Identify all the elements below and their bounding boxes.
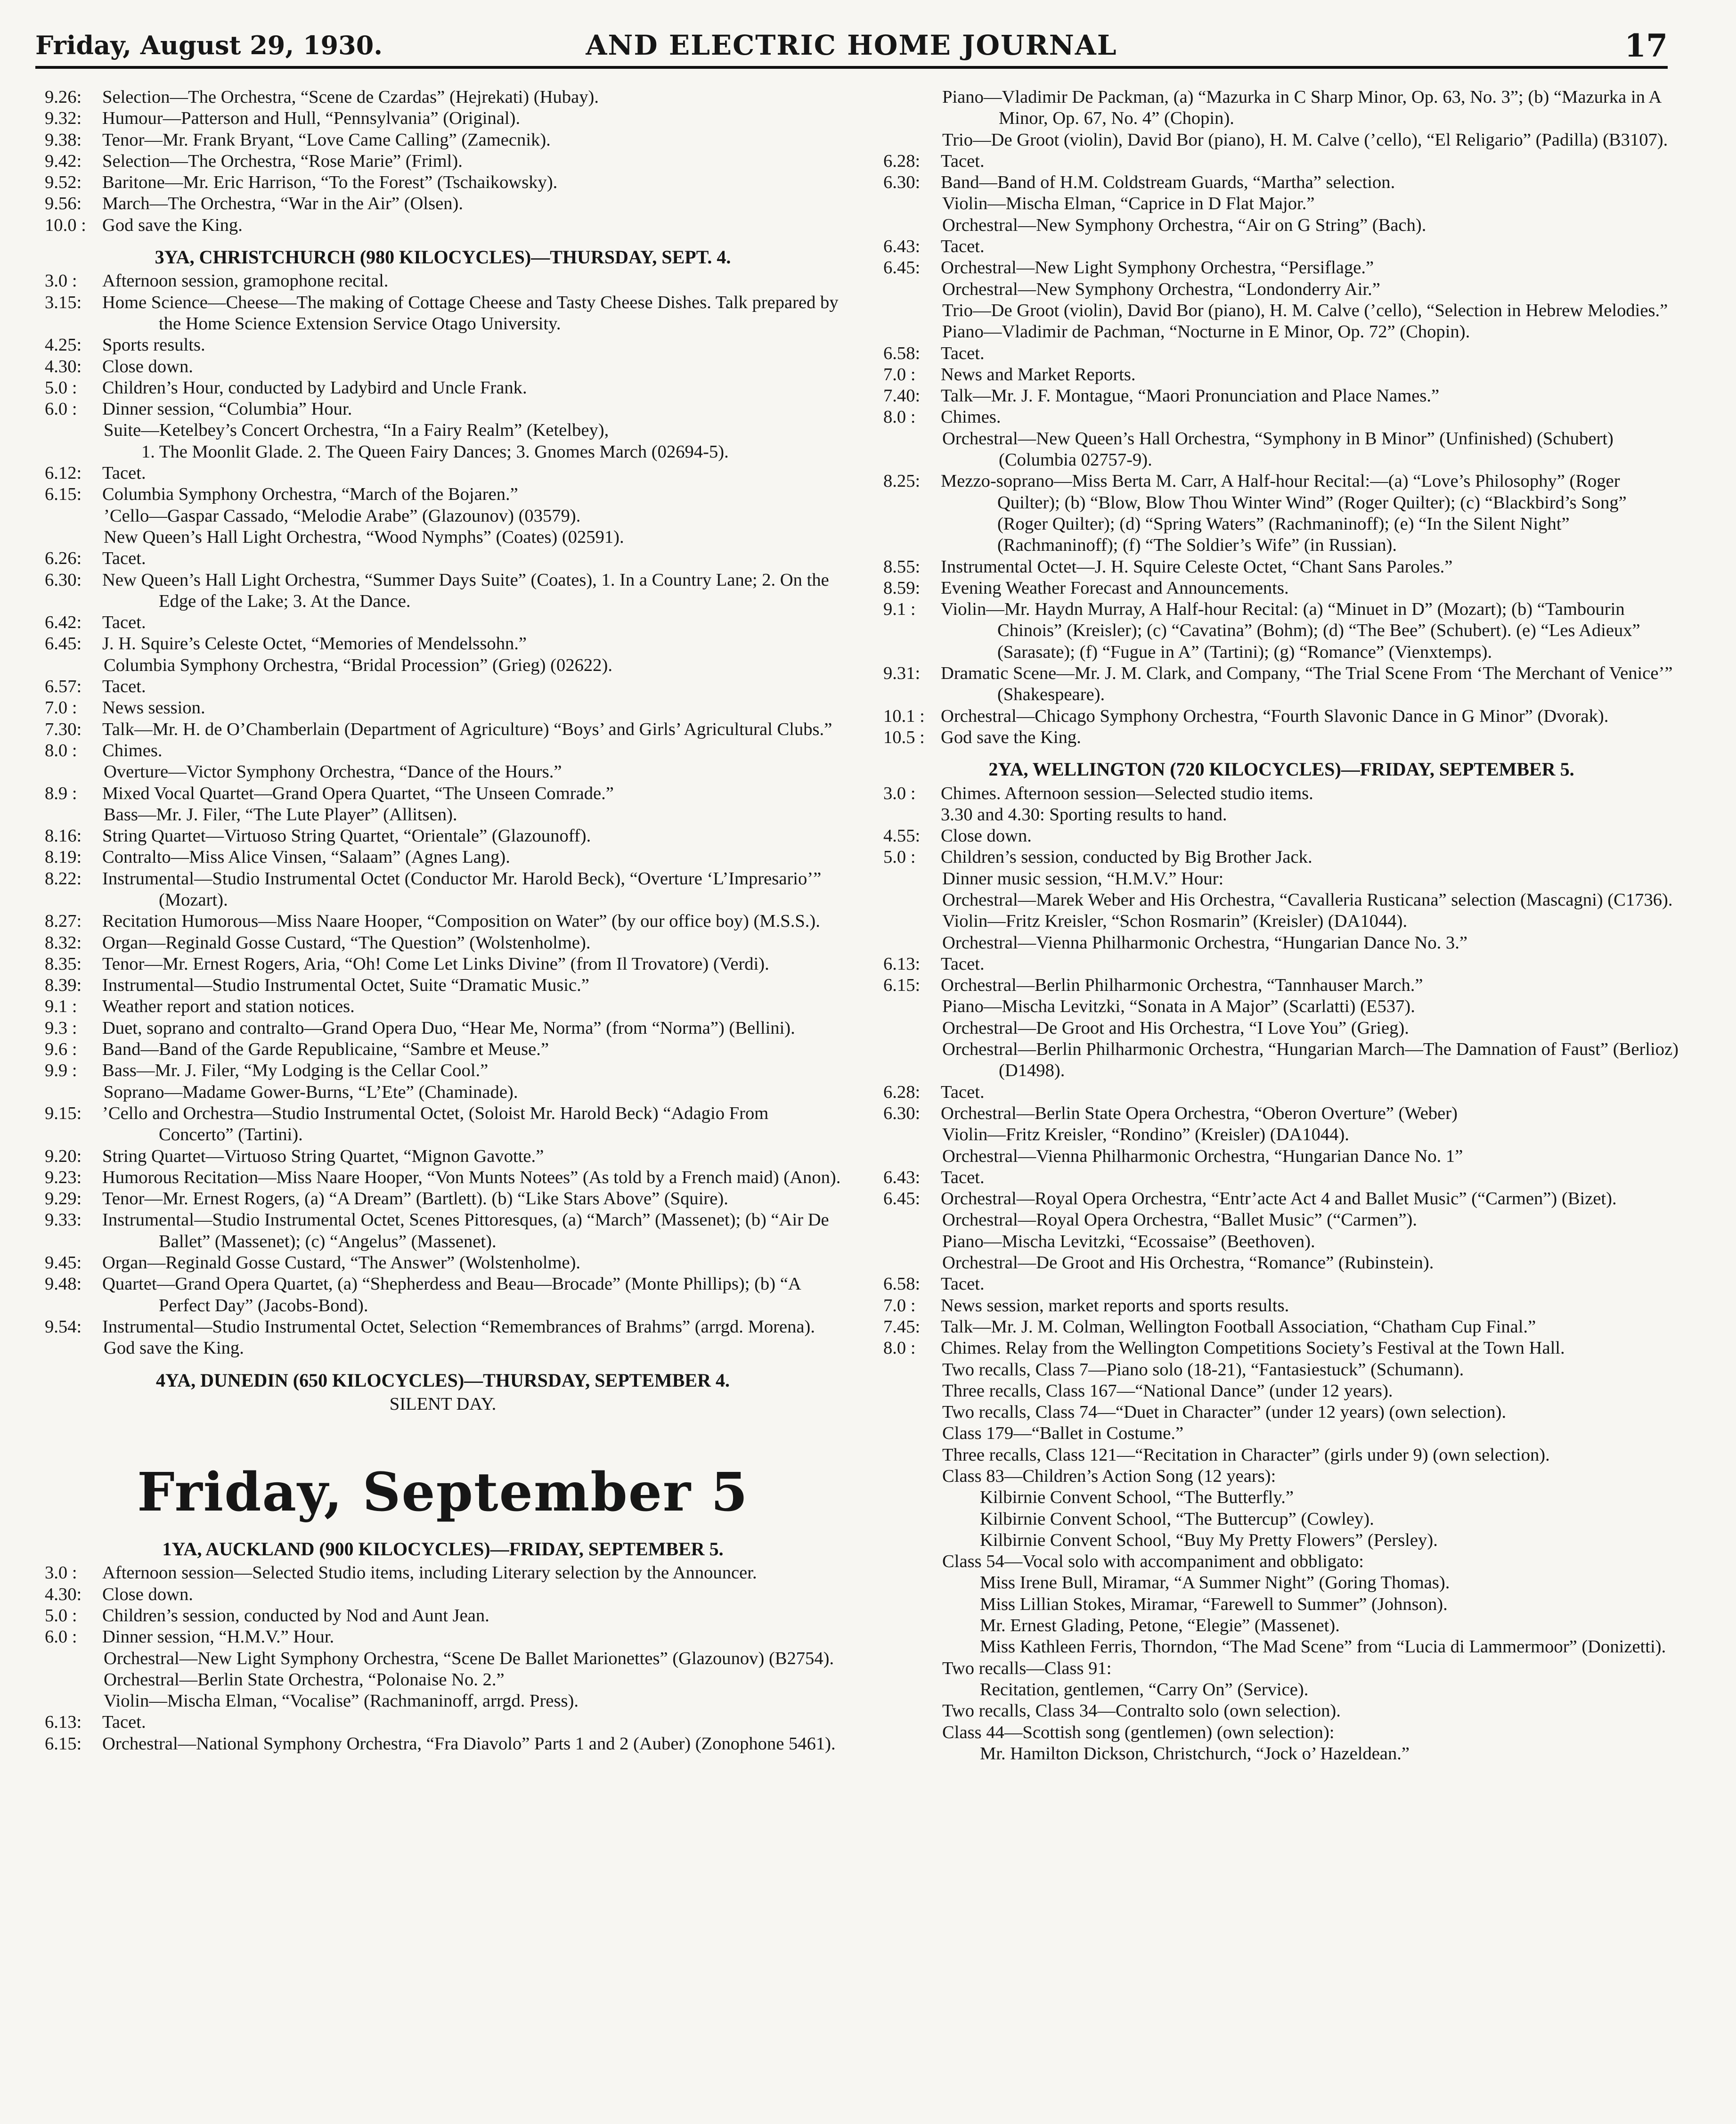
entry-time: 8.0 :: [45, 740, 77, 760]
entry-text: Chimes.: [102, 740, 163, 760]
program-entry: [883, 975, 1679, 996]
entry-time: 7.0 :: [45, 698, 77, 718]
program-entry: [883, 556, 1679, 578]
entry-time: 7.0 :: [883, 1295, 916, 1315]
program-entry: [45, 825, 841, 847]
program-entry: [883, 151, 1679, 172]
entry-text: Instrumental—Studio Instrumental Octet, Selection “Remembrances of Brahms” (arrgd. Morena).: [102, 1316, 815, 1337]
program-entry: [45, 1626, 841, 1648]
entry-time: 7.45:: [883, 1316, 921, 1337]
entry-continuation: Orchestral—Vienna Philharmonic Orchestra, “Hungarian Dance No. 3.”: [942, 932, 1467, 953]
entry-text: News and Market Reports.: [941, 364, 1136, 384]
entry-time: 6.13:: [45, 1712, 82, 1732]
entry-text: Talk—Mr. J. M. Colman, Wellington Football Association, “Chatham Cup Final.”: [941, 1316, 1536, 1337]
entry-continuation: Violin—Fritz Kreisler, “Schon Rosmarin” (Kreisler) (DA1044).: [942, 911, 1408, 931]
entry-time: 8.0 :: [883, 1338, 916, 1358]
program-entry: [883, 783, 1679, 804]
program-entry: [45, 1605, 841, 1626]
entry-time: 8.32:: [45, 932, 82, 953]
entry-text: Tacet.: [941, 1167, 985, 1187]
entry-continuation: Columbia Symphony Orchestra, “Bridal Procession” (Grieg) (02622).: [104, 655, 612, 675]
entry-continuation: Orchestral—Berlin Philharmonic Orchestra, “Hungarian March—The Damnation of Faust” (Berlioz) (D1498).: [942, 1039, 1679, 1081]
entry-time: 6.45:: [45, 634, 82, 654]
program-entry: [883, 236, 1679, 257]
entry-text: Bass—Mr. J. Filer, “My Lodging is the Cellar Cool.”: [102, 1061, 489, 1081]
entry-continuation: Three recalls, Class 167—“National Dance” (under 12 years).: [942, 1381, 1393, 1401]
entry-text: New Queen’s Hall Light Orchestra, “Summer Days Suite” (Coates), 1. In a Country Lane; 2. On the Edge of the Lake; 3. At the Dance.: [102, 570, 829, 611]
entry-time: 6.30:: [883, 1103, 921, 1123]
entry-time: 6.13:: [883, 954, 921, 974]
entry-text: Children’s session, conducted by Nod and Aunt Jean.: [102, 1606, 489, 1626]
silent-day-note: SILENT DAY.: [389, 1394, 497, 1414]
entry-time: 6.42:: [45, 613, 82, 633]
entry-continuation: Dinner music session, “H.M.V.” Hour:: [942, 868, 1224, 889]
entry-time: 6.43:: [883, 237, 921, 257]
entry-text: Tacet.: [102, 548, 146, 569]
entry-time: 3.15:: [45, 292, 82, 312]
entry-text: Instrumental Octet—J. H. Squire Celeste Octet, “Chant Sans Paroles.”: [941, 556, 1453, 577]
entry-text: Close down.: [102, 1584, 193, 1604]
entry-text: Tacet.: [941, 343, 985, 363]
station-heading-2ya: 2YA, WELLINGTON (720 KILOCYCLES)—FRIDAY, SEPTEMBER 5.: [988, 759, 1574, 780]
entry-text: Afternoon session—Selected Studio items, including Literary selection by the Announcer.: [102, 1563, 757, 1583]
entry-time: 4.25:: [45, 335, 82, 355]
entry-text: Contralto—Miss Alice Vinsen, “Salaam” (Agnes Lang).: [102, 847, 510, 867]
program-entry: [45, 1584, 841, 1605]
entry-text: Sports results.: [102, 335, 205, 355]
entry-continuation: Piano—Vladimir De Packman, (a) “Mazurka in C Sharp Minor, Op. 63, No. 3”; (b) “Mazurka in A Minor, Op. 67, No. 4” (Chopin).: [942, 87, 1661, 129]
program-entry: [45, 1562, 841, 1584]
program-entry: [883, 1316, 1679, 1338]
entry-time: 9.38:: [45, 130, 82, 150]
program-entry: [45, 1274, 841, 1316]
entry-time: 6.45:: [883, 1189, 921, 1209]
entry-text: Tenor—Mr. Frank Bryant, “Love Came Calling” (Zamecnik).: [102, 130, 551, 150]
entry-continuation: God save the King.: [104, 1338, 244, 1358]
entry-time: 10.5 :: [883, 727, 925, 747]
entry-time: 6.12:: [45, 463, 82, 483]
entry-continuation: Violin—Mischa Elman, “Vocalise” (Rachmaninoff, arrgd. Press).: [104, 1691, 579, 1711]
program-entry: [45, 172, 841, 193]
program-entry: [883, 343, 1679, 364]
program-entry: [883, 407, 1679, 428]
program-entry: [45, 292, 841, 335]
entry-time: 5.0 :: [45, 377, 77, 398]
entry-text: Talk—Mr. J. F. Montague, “Maori Pronunciation and Place Names.”: [941, 386, 1440, 406]
entry-text: News session, market reports and sports results.: [941, 1295, 1289, 1315]
station-heading-1ya: 1YA, AUCKLAND (900 KILOCYCLES)—FRIDAY, SEPTEMBER 5.: [162, 1538, 724, 1560]
program-entry: [45, 1188, 841, 1209]
entry-continuation: Two recalls, Class 34—Contralto solo (own selection).: [942, 1701, 1341, 1721]
program-entry: [45, 1209, 841, 1252]
program-entry: [45, 356, 841, 377]
entry-continuation: Orchestral—Berlin State Orchestra, “Polonaise No. 2.”: [104, 1669, 505, 1690]
entry-text: Tenor—Mr. Ernest Rogers, Aria, “Oh! Come Let Links Divine” (from Il Trovatore) (Verdi).: [102, 954, 769, 974]
program-entry: [45, 954, 841, 975]
entry-text: Humour—Patterson and Hull, “Pennsylvania” (Original).: [102, 108, 521, 129]
entry-continuation: Class 83—Children’s Action Song (12 years):: [942, 1466, 1276, 1486]
program-entry: [45, 868, 841, 911]
entry-continuation: Orchestral—De Groot and His Orchestra, “I Love You” (Grieg).: [942, 1018, 1409, 1038]
program-entry: [883, 954, 1679, 975]
program-entry: [45, 570, 841, 613]
program-entry: [45, 1252, 841, 1274]
entry-text: Duet, soprano and contralto—Grand Opera Duo, “Hear Me, Norma” (from “Norma”) (Bellini).: [102, 1018, 795, 1038]
entry-text: Mezzo-soprano—Miss Berta M. Carr, A Half-hour Recital:—(a) “Love’s Philosophy” (Roger Quilter); (b) “Blow, Blow Thou Winter Wind” (Roger Quilter); (c) “Blackbird’s Song” (Roger Quilter); (d) “Spring Waters” (Rachmaninoff); (e) “In the Silent Night” (Rachmaninoff); (f) “The Soldier’s Wife” (in Russian).: [941, 471, 1627, 556]
entry-time: 6.57:: [45, 677, 82, 697]
entry-text: Close down.: [941, 826, 1032, 846]
entry-time: 9.9 :: [45, 1061, 77, 1081]
entry-text: Tacet.: [941, 151, 985, 171]
entry-time: 5.0 :: [45, 1606, 77, 1626]
entry-text: Close down.: [102, 356, 193, 376]
entry-continuation: New Queen’s Hall Light Orchestra, “Wood Nymphs” (Coates) (02591).: [104, 527, 624, 547]
program-entry: [883, 1338, 1679, 1359]
program-entry: [883, 471, 1679, 556]
entry-time: 6.43:: [883, 1167, 921, 1187]
entry-time: 9.15:: [45, 1103, 82, 1123]
program-entry: [883, 1167, 1679, 1188]
entry-continuation: Piano—Mischa Levitzki, “Ecossaise” (Beethoven).: [942, 1231, 1315, 1251]
entry-text: Instrumental—Studio Instrumental Octet (Conductor Mr. Harold Beck), “Overture ‘L’Impresario’” (Mozart).: [102, 868, 822, 910]
program-entry: [45, 996, 841, 1017]
program-entry: [45, 1060, 841, 1081]
entry-text: Tacet.: [941, 237, 985, 257]
program-entry: [45, 335, 841, 356]
entry-text: News session.: [102, 698, 205, 718]
program-entry: [45, 193, 841, 214]
program-entry: [883, 847, 1679, 868]
entry-text: ’Cello and Orchestra—Studio Instrumental Octet, (Soloist Mr. Harold Beck) “Adagio From Concerto” (Tartini).: [102, 1103, 769, 1145]
entry-time: 8.35:: [45, 954, 82, 974]
program-entry: [883, 1274, 1679, 1295]
program-entry: [883, 599, 1679, 663]
entry-text: Dramatic Scene—Mr. J. M. Clark, and Company, “The Trial Scene From ‘The Merchant of Venice’” (Shakespeare).: [941, 663, 1673, 705]
entry-time: 9.52:: [45, 172, 82, 193]
program-entry: [883, 1295, 1679, 1316]
program-entry: [45, 377, 841, 399]
program-entry: [883, 172, 1679, 193]
entry-time: 8.19:: [45, 847, 82, 867]
entry-time: 6.15:: [45, 484, 82, 505]
entry-text: Afternoon session, gramophone recital.: [102, 271, 389, 291]
entry-text: J. H. Squire’s Celeste Octet, “Memories of Mendelssohn.”: [102, 634, 527, 654]
entry-continuation: Orchestral—De Groot and His Orchestra, “Romance” (Rubinstein).: [942, 1253, 1434, 1273]
program-entry: [45, 215, 841, 236]
entry-continuation: Orchestral—New Queen’s Hall Orchestra, “Symphony in B Minor” (Unfinished) (Schubert) (Columbia 02757-9).: [942, 428, 1614, 470]
entry-time: 9.31:: [883, 663, 921, 684]
program-entry: [45, 847, 841, 868]
entry-text: Tacet.: [941, 954, 985, 974]
entry-continuation: Class 44—Scottish song (gentlemen) (own selection):: [942, 1722, 1335, 1742]
entry-time: 6.15:: [883, 975, 921, 996]
day-heading: Friday, September 5: [137, 1462, 749, 1524]
program-entry: [45, 1146, 841, 1167]
entry-continuation: Violin—Fritz Kreisler, “Rondino” (Kreisler) (DA1044).: [942, 1125, 1349, 1145]
entry-continuation: Class 179—“Ballet in Costume.”: [942, 1423, 1184, 1444]
program-entry: [883, 825, 1679, 847]
program-entry: [45, 676, 841, 697]
entry-time: 9.48:: [45, 1274, 82, 1294]
program-entry: [45, 1316, 841, 1338]
entry-time: 6.28:: [883, 151, 921, 171]
entry-continuation: Orchestral—New Symphony Orchestra, “Londonderry Air.”: [942, 279, 1380, 299]
program-entry: [45, 911, 841, 932]
entry-continuation: Mr. Hamilton Dickson, Christchurch, “Jock o’ Hazeldean.”: [980, 1743, 1410, 1764]
entry-time: 7.30:: [45, 719, 82, 739]
entry-text: Tacet.: [102, 677, 146, 697]
entry-text: Orchestral—New Light Symphony Orchestra, “Persiflage.”: [941, 258, 1374, 278]
entry-text: Tacet.: [102, 463, 146, 483]
entry-text: Chimes. Relay from the Wellington Competitions Society’s Festival at the Town Hall.: [941, 1338, 1565, 1358]
entry-continuation: Miss Irene Bull, Miramar, “A Summer Night” (Goring Thomas).: [980, 1573, 1450, 1593]
program-entry: [883, 1082, 1679, 1103]
entry-text: Instrumental—Studio Instrumental Octet, Suite “Dramatic Music.”: [102, 975, 589, 996]
entry-continuation: Orchestral—Royal Opera Orchestra, “Ballet Music” (“Carmen”).: [942, 1210, 1417, 1230]
entry-text: Mixed Vocal Quartet—Grand Opera Quartet, “The Unseen Comrade.”: [102, 783, 614, 803]
entry-time: 9.3 :: [45, 1018, 77, 1038]
header-date: Friday, August 29, 1930.: [35, 30, 383, 60]
left-column: [45, 87, 841, 1755]
entry-time: 6.0 :: [45, 1627, 77, 1647]
program-entry: [45, 1167, 841, 1188]
entry-text: Orchestral—National Symphony Orchestra, “Fra Diavolo” Parts 1 and 2 (Auber) (Zonophone 5461).: [102, 1733, 836, 1754]
entry-text: Chimes.: [941, 407, 1001, 427]
entry-text: Evening Weather Forecast and Announcements.: [941, 578, 1289, 598]
program-entry: [45, 932, 841, 954]
entry-text: Baritone—Mr. Eric Harrison, “To the Forest” (Tschaikowsky).: [102, 172, 558, 193]
entry-text: God save the King.: [102, 215, 243, 235]
entry-time: 8.55:: [883, 556, 921, 577]
entry-text: Talk—Mr. H. de O’Chamberlain (Department of Agriculture) “Boys’ and Girls’ Agricultural Clubs.”: [102, 719, 832, 739]
entry-text: God save the King.: [941, 727, 1081, 747]
entry-continuation: ’Cello—Gaspar Cassado, “Melodie Arabe” (Glazounov) (03579).: [104, 506, 581, 526]
program-entry: [45, 87, 841, 108]
entry-continuation: Orchestral—New Symphony Orchestra, “Air on G String” (Bach).: [942, 215, 1426, 235]
entry-time: [883, 804, 941, 825]
entry-text: Dinner session, “H.M.V.” Hour.: [102, 1627, 334, 1647]
entry-continuation: Piano—Mischa Levitzki, “Sonata in A Major” (Scarlatti) (E537).: [942, 997, 1415, 1017]
entry-continuation: Orchestral—Marek Weber and His Orchestra, “Cavalleria Rusticana” selection (Mascagni) (C1736).: [942, 890, 1673, 910]
entry-time: 7.0 :: [883, 364, 916, 384]
entry-text: Organ—Reginald Gosse Custard, “The Question” (Wolstenholme).: [102, 932, 591, 953]
entry-continuation: Trio—De Groot (violin), David Bor (piano), H. M. Calve (’cello), “El Religario” (Padilla) (B3107).: [942, 130, 1668, 150]
entry-continuation: Kilbirnie Convent School, “The Butterfly.”: [980, 1487, 1294, 1508]
entry-continuation: Class 54—Vocal solo with accompaniment and obbligato:: [942, 1552, 1364, 1572]
entry-continuation: Soprano—Madame Gower-Burns, “L’Ete” (Chaminade).: [104, 1082, 518, 1102]
entry-text: Dinner session, “Columbia” Hour.: [102, 399, 352, 419]
entry-text: Orchestral—Chicago Symphony Orchestra, “Fourth Slavonic Dance in G Minor” (Dvorak).: [941, 706, 1609, 726]
entry-time: 6.30:: [45, 570, 82, 590]
entry-continuation: Trio—De Groot (violin), David Bor (piano), H. M. Calve (’cello), “Selection in Hebrew Melodies.”: [942, 300, 1668, 320]
entry-time: 6.15:: [45, 1733, 82, 1754]
entry-continuation: Overture—Victor Symphony Orchestra, “Dance of the Hours.”: [104, 762, 562, 782]
entry-time: 6.58:: [883, 1274, 921, 1294]
program-entry: [45, 484, 841, 505]
program-entry: [883, 578, 1679, 599]
entry-time: 9.29:: [45, 1189, 82, 1209]
program-entry: [45, 1733, 841, 1755]
entry-time: 6.28:: [883, 1082, 921, 1102]
entry-text: Selection—The Orchestra, “Rose Marie” (Friml).: [102, 151, 463, 171]
program-entry: [45, 1018, 841, 1039]
program-entry: [45, 151, 841, 172]
entry-time: 8.39:: [45, 975, 82, 996]
entry-text: Home Science—Cheese—The making of Cottage Cheese and Tasty Cheese Dishes. Talk prepared by the Home Science Extension Service Otago University.: [102, 292, 839, 334]
entry-continuation: Two recalls, Class 74—“Duet in Character” (under 12 years) (own selection).: [942, 1402, 1507, 1422]
entry-text: Orchestral—Berlin State Opera Orchestra, “Oberon Overture” (Weber): [941, 1103, 1458, 1123]
program-entry: [883, 1103, 1679, 1124]
entry-text: Children’s Hour, conducted by Ladybird and Uncle Frank.: [102, 377, 527, 398]
entry-time: 8.16:: [45, 826, 82, 846]
entry-continuation: Suite—Ketelbey’s Concert Orchestra, “In a Fairy Realm” (Ketelbey),: [104, 420, 609, 441]
program-entry: [883, 1188, 1679, 1209]
entry-time: 10.0 :: [45, 215, 86, 235]
entry-continuation: Orchestral—Vienna Philharmonic Orchestra, “Hungarian Dance No. 1”: [942, 1146, 1463, 1166]
entry-time: 8.27:: [45, 911, 82, 931]
entry-time: 9.42:: [45, 151, 82, 171]
program-entry: [45, 463, 841, 484]
entry-continuation: Mr. Ernest Glading, Petone, “Elegie” (Massenet).: [980, 1616, 1340, 1636]
entry-time: 9.56:: [45, 194, 82, 214]
entry-text: Organ—Reginald Gosse Custard, “The Answer” (Wolstenholme).: [102, 1253, 581, 1273]
entry-text: Columbia Symphony Orchestra, “March of the Bojaren.”: [102, 484, 518, 505]
entry-time: 6.58:: [883, 343, 921, 363]
entry-time: 6.30:: [883, 172, 921, 193]
entry-text: Weather report and station notices.: [102, 997, 355, 1017]
program-entry: [883, 257, 1679, 278]
entry-text: String Quartet—Virtuoso String Quartet, “Mignon Gavotte.”: [102, 1146, 544, 1166]
program-entry: [45, 975, 841, 996]
header-title: AND ELECTRIC HOME JOURNAL: [586, 29, 1117, 61]
entry-time: 9.20:: [45, 1146, 82, 1166]
entry-time: 6.26:: [45, 548, 82, 569]
entry-time: 3.0 :: [45, 271, 77, 291]
entry-continuation: Violin—Mischa Elman, “Caprice in D Flat Major.”: [942, 194, 1315, 214]
program-entry: [45, 399, 841, 420]
entry-text: String Quartet—Virtuoso String Quartet, “Orientale” (Glazounoff).: [102, 826, 591, 846]
entry-time: 3.0 :: [45, 1563, 77, 1583]
entry-text: Humorous Recitation—Miss Naare Hooper, “Von Munts Notees” (As told by a French maid) (Anon).: [102, 1167, 841, 1187]
entry-continuation: Kilbirnie Convent School, “Buy My Pretty Flowers” (Persley).: [980, 1530, 1438, 1550]
entry-time: 9.1 :: [45, 997, 77, 1017]
entry-continuation: 1. The Moonlit Glade. 2. The Queen Fairy Dances; 3. Gnomes March (02694-5).: [141, 441, 729, 462]
page-header: [35, 27, 1668, 69]
right-column: [883, 87, 1679, 1765]
entry-text: Band—Band of the Garde Republicaine, “Sambre et Meuse.”: [102, 1039, 549, 1060]
program-entry: [883, 385, 1679, 407]
entry-time: 10.1 :: [883, 706, 925, 726]
entry-text: Tacet.: [102, 613, 146, 633]
entry-text: Quartet—Grand Opera Quartet, (a) “Shepherdess and Beau—Brocade” (Monte Phillips); (b) “A Perfect Day” (Jacobs-Bond).: [102, 1274, 800, 1315]
entry-time: 9.23:: [45, 1167, 82, 1187]
entry-text: Orchestral—Berlin Philharmonic Orchestra, “Tannhauser March.”: [941, 975, 1423, 996]
entry-continuation: Two recalls, Class 7—Piano solo (18-21), “Fantasiestuck” (Schumann).: [942, 1359, 1464, 1380]
entry-text: Recitation Humorous—Miss Naare Hooper, “Composition on Water” (by our office boy) (M.S.S.).: [102, 911, 820, 931]
program-entry: [883, 663, 1679, 706]
program-entry: [45, 1712, 841, 1733]
program-entry: [883, 706, 1679, 727]
entry-text: Instrumental—Studio Instrumental Octet, Scenes Pittoresques, (a) “March” (Massenet); (b) “Air De Ballet” (Massenet); (c) “Angelus” (Massenet).: [102, 1210, 829, 1251]
entry-time: 3.0 :: [883, 783, 916, 803]
entry-time: 8.9 :: [45, 783, 77, 803]
entry-time: 5.0 :: [883, 847, 916, 867]
station-heading-4ya: 4YA, DUNEDIN (650 KILOCYCLES)—THURSDAY, SEPTEMBER 4.: [155, 1369, 730, 1391]
entry-time: 4.30:: [45, 356, 82, 376]
entry-time: 9.26:: [45, 87, 82, 107]
program-entry: [45, 783, 841, 804]
program-entry: [45, 612, 841, 633]
entry-continuation: Orchestral—New Light Symphony Orchestra, “Scene De Ballet Marionettes” (Glazounov) (B2754).: [104, 1648, 834, 1668]
entry-time: 9.33:: [45, 1210, 82, 1230]
program-entry: [45, 270, 841, 292]
entry-time: 8.25:: [883, 471, 921, 491]
program-entry: [45, 130, 841, 151]
entry-time: 4.30:: [45, 1584, 82, 1604]
entry-time: 9.6 :: [45, 1039, 77, 1060]
entry-continuation: Miss Kathleen Ferris, Thorndon, “The Mad Scene” from “Lucia di Lammermoor” (Donizetti).: [980, 1637, 1666, 1657]
entry-text: Children’s session, conducted by Big Brother Jack.: [941, 847, 1312, 867]
entry-time: 6.45:: [883, 258, 921, 278]
entry-text: Violin—Mr. Haydn Murray, A Half-hour Recital: (a) “Minuet in D” (Mozart); (b) “Tambourin Chinois” (Kreisler); (c) “Cavatina” (Bohm); (d) “The Bee” (Schubert). (e) “Les Adieux” (Sarasate); (f) “Fugue in A” (Tartini); (g) “Romance” (Vienxtemps).: [941, 599, 1640, 662]
program-entry: [883, 804, 1679, 825]
entry-continuation: Three recalls, Class 121—“Recitation in Character” (girls under 9) (own selection).: [942, 1445, 1550, 1465]
entry-time: 6.0 :: [45, 399, 77, 419]
entry-text: Tenor—Mr. Ernest Rogers, (a) “A Dream” (Bartlett). (b) “Like Stars Above” (Squire).: [102, 1189, 728, 1209]
entry-continuation: Bass—Mr. J. Filer, “The Lute Player” (Allitsen).: [104, 804, 457, 825]
entry-continuation: Recitation, gentlemen, “Carry On” (Service).: [980, 1679, 1309, 1699]
program-entry: [45, 1039, 841, 1060]
entry-text: Tacet.: [941, 1274, 985, 1294]
entry-continuation: Kilbirnie Convent School, “The Buttercup” (Cowley).: [980, 1509, 1374, 1529]
program-entry: [883, 727, 1679, 748]
entry-text: Orchestral—Royal Opera Orchestra, “Entr’acte Act 4 and Ballet Music” (“Carmen”) (Bizet).: [941, 1189, 1617, 1209]
entry-text: Tacet.: [941, 1082, 985, 1102]
entry-time: 9.32:: [45, 108, 82, 129]
entry-time: 8.22:: [45, 868, 82, 889]
entry-text: March—The Orchestra, “War in the Air” (Olsen).: [102, 194, 464, 214]
entry-text: Chimes. Afternoon session—Selected studio items.: [941, 783, 1313, 803]
program-entry: [45, 108, 841, 129]
program-entry: [883, 364, 1679, 385]
entry-time: 8.59:: [883, 578, 921, 598]
program-entry: [45, 633, 841, 654]
entry-time: 9.1 :: [883, 599, 916, 620]
program-entry: [45, 1103, 841, 1146]
entry-time: 9.45:: [45, 1253, 82, 1273]
entry-text: Selection—The Orchestra, “Scene de Czardas” (Hejrekati) (Hubay).: [102, 87, 599, 107]
program-entry: [45, 719, 841, 740]
entry-text: 3.30 and 4.30: Sporting results to hand.: [941, 804, 1227, 825]
entry-continuation: Two recalls—Class 91:: [942, 1658, 1112, 1678]
entry-text: Band—Band of H.M. Coldstream Guards, “Martha” selection.: [941, 172, 1395, 193]
entry-time: 8.0 :: [883, 407, 916, 427]
page-number: 17: [1624, 27, 1668, 64]
entry-time: 4.55:: [883, 826, 921, 846]
entry-time: 9.54:: [45, 1316, 82, 1337]
entry-continuation: Miss Lillian Stokes, Miramar, “Farewell to Summer” (Johnson).: [980, 1594, 1448, 1614]
entry-time: 7.40:: [883, 386, 921, 406]
station-heading-3ya: 3YA, CHRISTCHURCH (980 KILOCYCLES)—THURSDAY, SEPT. 4.: [155, 246, 731, 268]
entry-continuation: Piano—Vladimir de Pachman, “Nocturne in E Minor, Op. 72” (Chopin).: [942, 322, 1470, 342]
program-entry: [45, 740, 841, 761]
program-entry: [45, 548, 841, 569]
program-entry: [45, 697, 841, 719]
entry-text: Tacet.: [102, 1712, 146, 1732]
